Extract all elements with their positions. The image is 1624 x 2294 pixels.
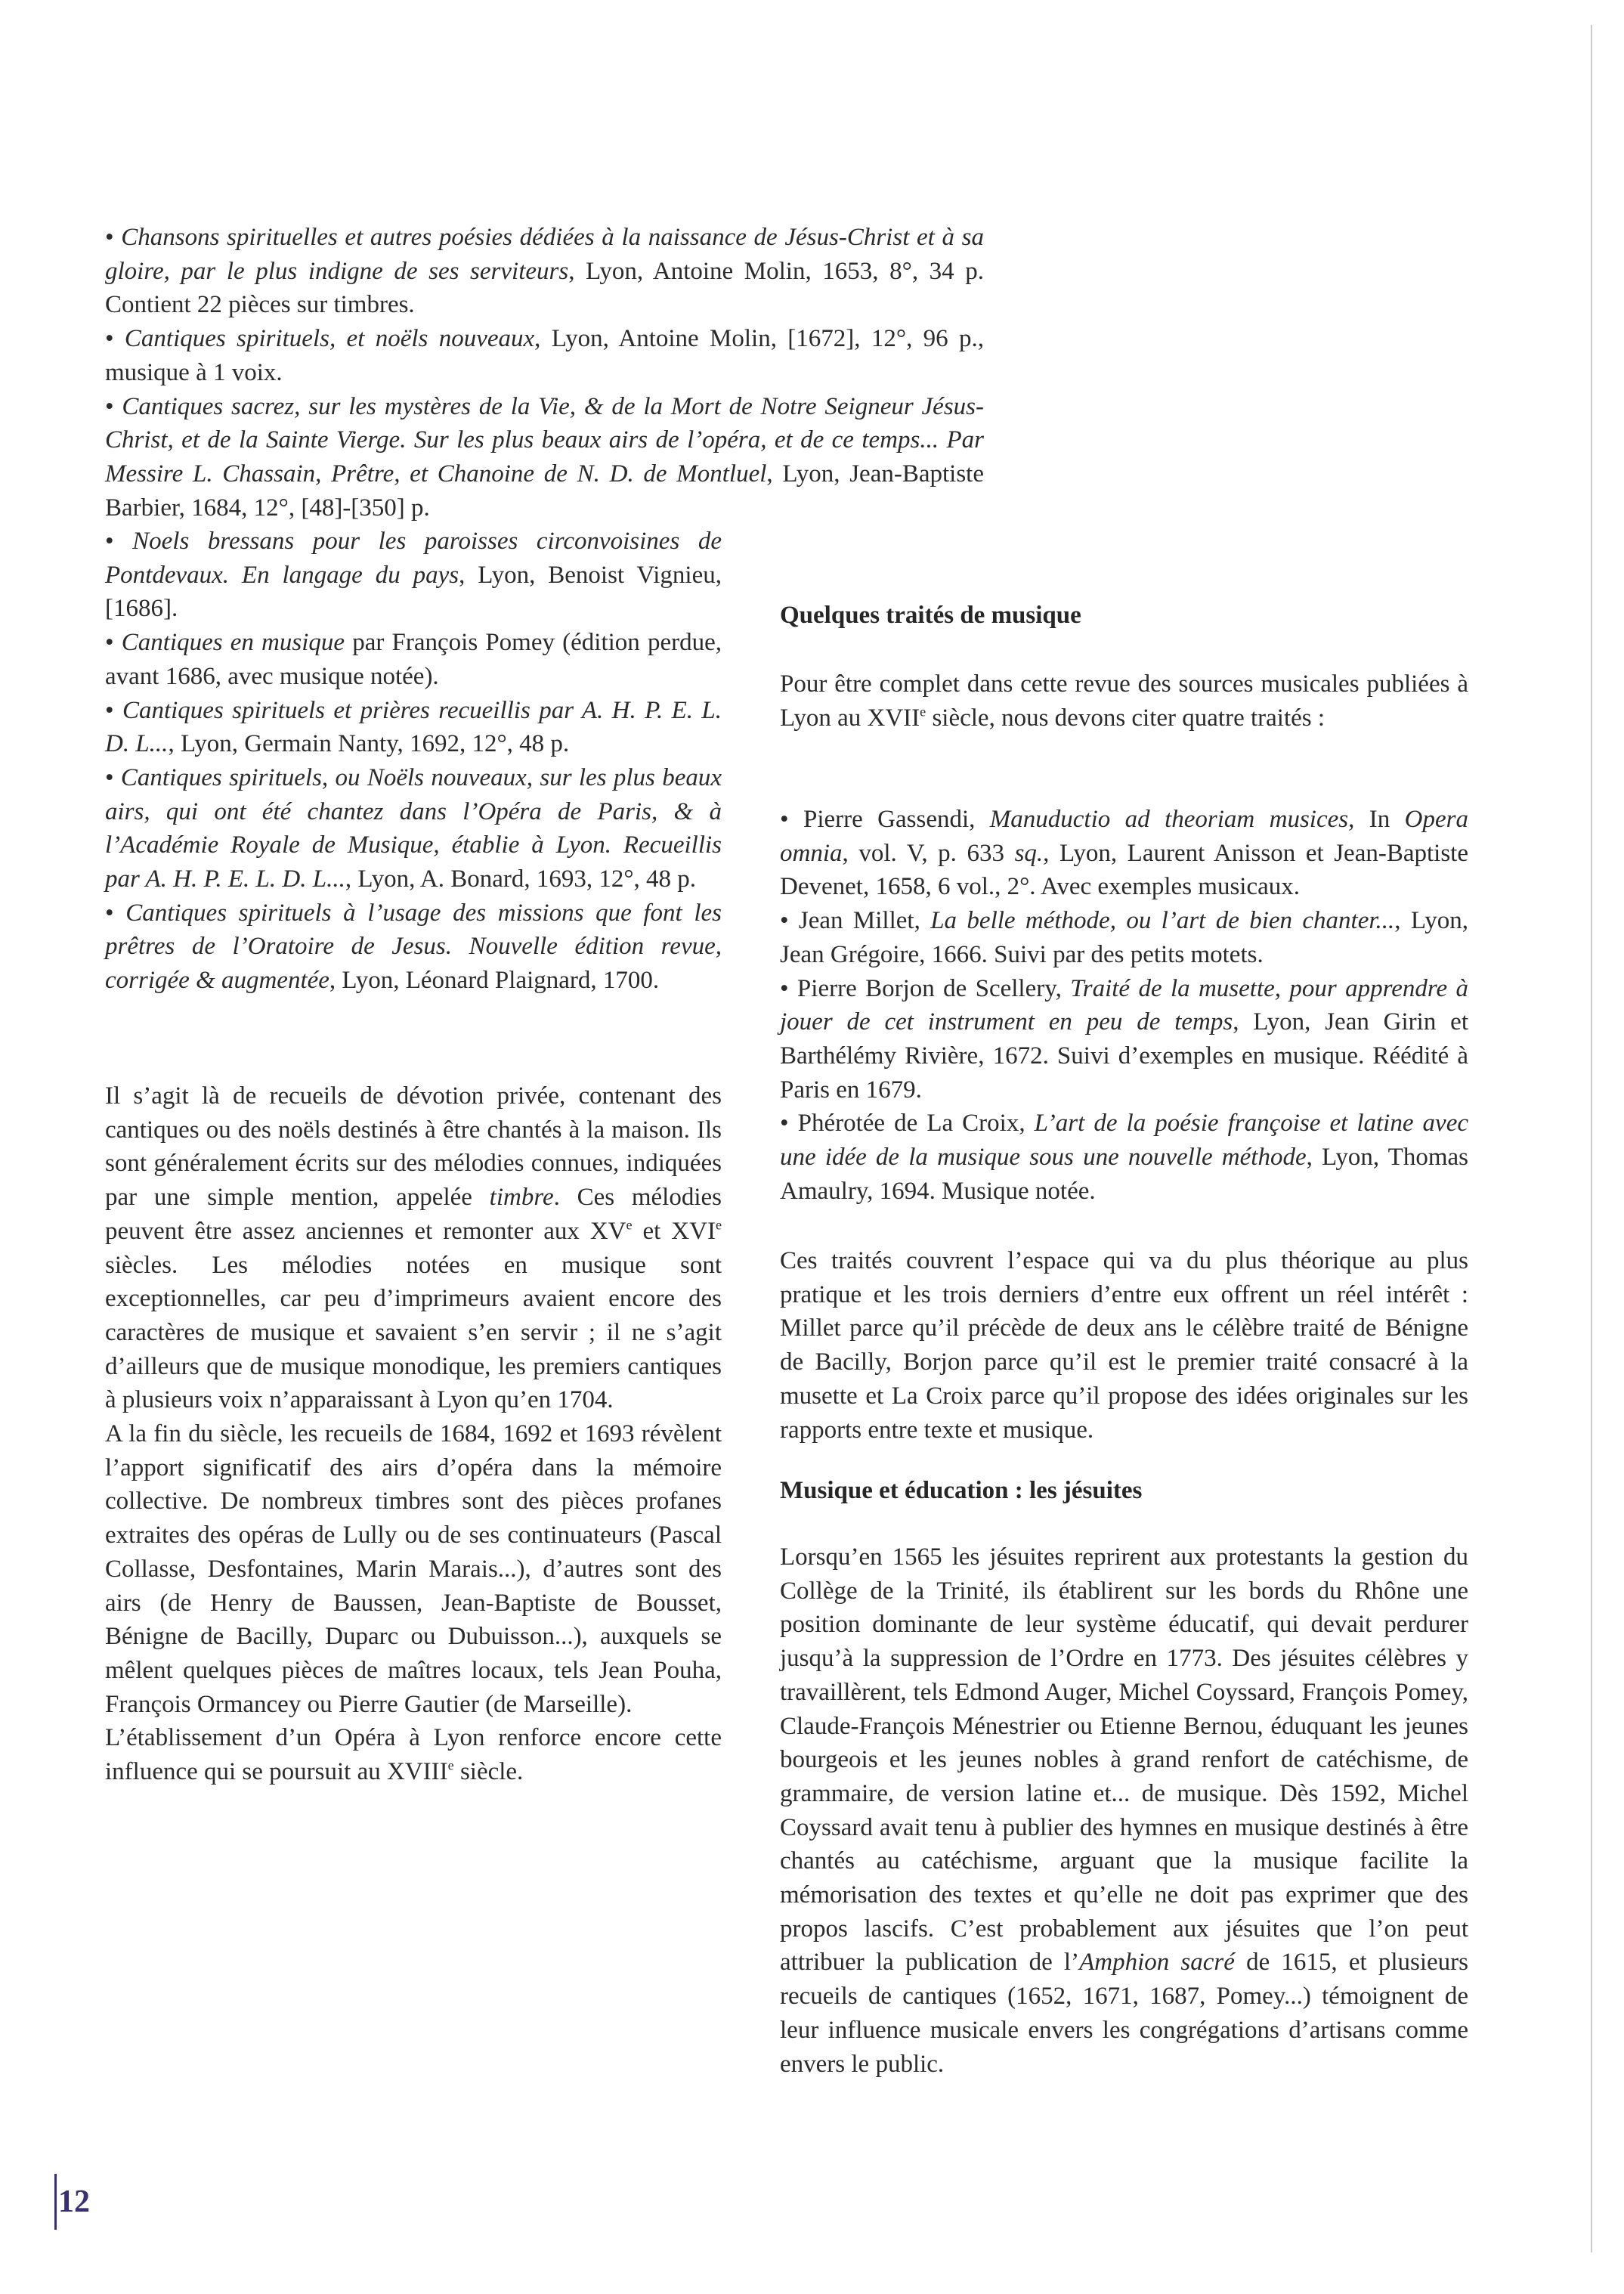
term-timbre: timbre: [489, 1184, 554, 1212]
bullet: •: [780, 1110, 789, 1138]
bullet: •: [105, 528, 114, 555]
treatise-details: , Lyon, Laurent Anisson et Jean-Baptiste Devenet, 1658, 6 vol., 2°. Avec exemples musicaux.: [780, 839, 1468, 901]
treatise-entry: [780, 904, 1468, 971]
bullet: •: [780, 907, 789, 935]
treatise-title: La belle méthode, ou l’art de bien chanter...: [930, 907, 1395, 935]
entry-details: , Lyon, A. Bonard, 1693, 12°, 48 p.: [345, 865, 697, 893]
left-body-text: [105, 1079, 722, 1789]
jesuits-paragraph: [780, 1540, 1468, 2081]
bibliography-entry: [105, 221, 984, 322]
bullet: •: [105, 629, 114, 657]
entry-details: , Lyon, Germain Nanty, 1692, 12°, 48 p.: [168, 730, 570, 758]
entry-details: , Lyon, Benoist Vignieu, [1686].: [105, 561, 722, 623]
treatise-entry: [780, 803, 1468, 904]
bullet: •: [105, 325, 114, 353]
treatise-author: Phérotée de La Croix,: [788, 1110, 1035, 1138]
bullet: •: [105, 763, 114, 791]
treatise-title: sq.: [1014, 839, 1044, 867]
section-heading-treatises: Quelques traités de musique: [780, 602, 1081, 629]
paragraph-devotion: [105, 1079, 722, 1417]
text-run: siècle.: [453, 1758, 524, 1786]
text-run: , vol. V, p. 633: [842, 839, 1015, 867]
treatise-author: Pierre Gassendi,: [788, 806, 990, 833]
text-run: L’établissement d’un Opéra à Lyon renforce encore cette influence qui se poursuit au XVIII: [105, 1724, 722, 1786]
bibliography-entry: [105, 896, 722, 998]
work-title: Amphion sacré: [1079, 1949, 1235, 1977]
superscript: e: [626, 1217, 633, 1233]
entry-details: par François Pomey (édition perdue, avant 1686, avec musique notée).: [105, 629, 722, 690]
entry-details: , Lyon, Léonard Plaignard, 1700.: [329, 967, 660, 995]
superscript: e: [447, 1757, 454, 1773]
treatise-title: Opera omnia: [780, 806, 1468, 867]
treatise-title: L’art de la poésie françoise et latine avec une idée de la musique sous une nouvelle méthode: [780, 1110, 1468, 1172]
text-run: Pour être complet dans cette revue des sources musicales publiées à Lyon au XVII: [780, 670, 1468, 732]
paragraph-opera-airs: A la fin du siècle, les recueils de 1684, 1692 et 1693 révèlent l’apport significatif des airs d’opéra dans la mémoire collective. De nombreux timbres sont des pièces profanes extraites des opéras de Lully ou de ses continuateurs (Pascal Collasse, Desfontaines, Marin Marais...), d’autres sont des airs (de Henry de Baussen, Jean-Baptiste de Bousset, Bénigne de Bacilly, Duparc ou Dubuisson...), auxquels se mêlent quelques pièces de maîtres locaux, tels Jean Pouha, François Ormancey ou Pierre Gautier (de Marseille).: [105, 1420, 722, 1718]
text-run: et XVI: [632, 1217, 716, 1245]
text-run: siècles. Les mélodies notées en musique sont exceptionnelles, car peu d’imprimeurs avaient encore des caractères de musique et savaient s’en servir ; il ne s’agit d’ailleurs que de musique monodique, les premiers cantiques à plusieurs voix n’apparaissant à Lyon qu’en 1704.: [105, 1251, 722, 1414]
intro-paragraph: [780, 667, 1468, 735]
entry-title: Cantiques spirituels à l’usage des missions que font les prêtres de l’Oratoire de Jesus. Nouvelle édition revue, corrigée & augmentée: [105, 899, 722, 995]
superscript: e: [920, 704, 926, 719]
text-run: de 1615, et plusieurs recueils de cantiques (1652, 1671, 1687, Pomey...) témoignent de leur influence musicale envers les congrégations d’artisans comme envers le public.: [780, 1949, 1469, 2078]
page-number-bar: [54, 2174, 57, 2230]
page-number-text: 12: [58, 2184, 90, 2219]
superscript: e: [715, 1217, 722, 1233]
bullet: •: [105, 899, 114, 927]
entry-title: Chansons spirituelles et autres poésies dédiées à la naissance de Jésus-Christ et à sa gloire, par le plus indigne de ses serviteurs: [105, 224, 985, 285]
entry-title: Cantiques sacrez, sur les mystères de la Vie, & de la Mort de Notre Seigneur Jésus-Christ, et de la Sainte Vierge. Sur les plus beaux airs de l’opéra, et de ce temps... Par Messire L. Chassain, Prêtre, et Chanoine de N. D. de Montluel: [105, 392, 984, 488]
bullet: •: [105, 224, 114, 251]
bullet: •: [780, 974, 789, 1002]
entry-title: Noels bressans pour les paroisses circonvoisines de Pontdevaux. En langage du pays: [105, 528, 722, 589]
treatise-details: , Lyon, Jean Girin et Barthélémy Rivière, 1672. Suivi d’exemples en musique. Réédité à Paris en 1679.: [780, 1008, 1468, 1104]
text-run: Il s’agit là de recueils de dévotion privée, contenant des cantiques ou des noëls destinés à être chantés à la maison. Ils sont généralement écrits sur des mélodies connues, indiquées par une simple mention, appelée: [105, 1082, 722, 1212]
entry-details: , Lyon, Antoine Molin, 1653, 8°, 34 p. Contient 22 pièces sur timbres.: [105, 257, 984, 319]
text-run: siècle, nous devons citer quatre traités :: [926, 704, 1325, 732]
entry-title: Cantiques spirituels, ou Noëls nouveaux, sur les plus beaux airs, qui ont été chantez dans l’Opéra de Paris, & à l’Académie Royale de Musique, établie à Lyon. Recueillis par A. H. P. E. L. D. L...: [105, 763, 722, 893]
treatise-author: Pierre Borjon de Scellery,: [788, 974, 1071, 1002]
treatises-conclusion: [780, 1244, 1468, 1447]
bullet: •: [780, 806, 789, 833]
text-run: , In: [1348, 806, 1405, 833]
treatise-title: Traité de la musette, pour apprendre à jouer de cet instrument en peu de temps: [780, 974, 1468, 1036]
jesuits-body: [780, 1540, 1468, 2081]
bullet: •: [105, 392, 114, 420]
section-heading-jesuits: Musique et éducation : les jésuites: [780, 1477, 1143, 1504]
text-run: Lorsqu’en 1565 les jésuites reprirent aux protestants la gestion du Collège de la Trinité, ils établirent sur les bords du Rhône une position dominante de leur système éducatif, qui devait perdurer jusqu’à la suppression de l’Ordre en 1773. Des jésuites célèbres y travaillèrent, tels Edmond Auger, Michel Coyssard, François Pomey, Claude-François Ménestrier ou Etienne Bernou, éduquant les jeunes bourgeois et les jeunes nobles à grand renfort de catéchisme, de grammaire, de version latine et... de musique. Dès 1592, Michel Coyssard avait tenu à publier des hymnes en musique destinés à être chantés au catéchisme, arguant que la musique facilite la mémorisation des textes et qu’elle ne doit pas exprimer que des propos lascifs. C’est probablement aux jésuites que l’on peut attribuer la publication de l’: [780, 1543, 1468, 1977]
page-number: [54, 2174, 90, 2230]
bibliography-entry: [105, 390, 984, 525]
bibliography-entry: [105, 626, 722, 693]
treatise-title: Manuductio ad theoriam musices: [989, 806, 1349, 833]
entry-title: Cantiques spirituels et prières recueillis par A. H. P. E. L. D. L...: [105, 696, 722, 758]
page-edge-line: [1591, 25, 1592, 2252]
bibliography-wide: [105, 221, 984, 525]
paragraph-opera-lyon: [105, 1721, 722, 1788]
entry-details: , Lyon, Antoine Molin, [1672], 12°, 96 p., musique à 1 voix.: [105, 325, 985, 386]
treatises-intro: [780, 667, 1468, 735]
treatise-author: Jean Millet,: [788, 907, 931, 935]
conclusion-paragraph: Ces traités couvrent l’espace qui va du plus théorique au plus pratique et les trois derniers d’entre eux offrent un réel intérêt : Millet parce qu’il précède de deux ans le célèbre traité de Bénigne de Bacilly, Borjon parce qu’il est le premier traité consacré à la musette et La Croix parce qu’il propose des idées originales sur les rapports entre texte et musique.: [780, 1247, 1468, 1444]
treatise-entry: [780, 1107, 1468, 1208]
bullet: •: [105, 696, 114, 724]
bibliography-entry: [105, 694, 722, 761]
entry-title: Cantiques spirituels, et noëls nouveaux: [124, 325, 535, 353]
treatise-entry: [780, 972, 1468, 1107]
bibliography-entry: [105, 525, 722, 626]
treatise-details: , Lyon, Thomas Amaulry, 1694. Musique notée.: [780, 1144, 1468, 1205]
treatise-details: , Lyon, Jean Grégoire, 1666. Suivi par des petits motets.: [780, 907, 1468, 968]
bibliography-entry: [105, 761, 722, 896]
entry-title: Cantiques en musique: [121, 629, 345, 657]
bibliography-narrow: [105, 525, 722, 998]
text-run: . Ces mélodies peuvent être assez anciennes et remonter aux XV: [105, 1184, 722, 1245]
entry-details: , Lyon, Jean-Baptiste Barbier, 1684, 12°, [48]-[350] p.: [105, 460, 984, 522]
treatises-list: [780, 803, 1468, 1208]
bibliography-entry: [105, 322, 984, 389]
